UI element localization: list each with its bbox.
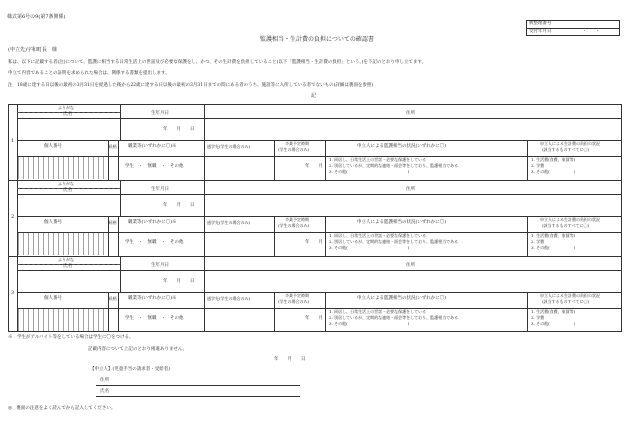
block-2-job-options: 学生 ・ 無職 ・ その他 <box>125 240 184 245</box>
block-3-col-3 <box>274 292 275 332</box>
receipt-date-dots: ・ ・ <box>582 29 600 34</box>
block-2-address-input[interactable] <box>207 195 619 215</box>
receipt-number-label: 被整理番号 <box>529 21 552 26</box>
block-2-col-birth <box>120 180 121 216</box>
block-1-zokugara-label: 続柄 <box>108 144 117 149</box>
applicant-address-line <box>96 385 300 386</box>
block-1-name-label: 氏名 <box>63 112 72 117</box>
block-1-care-header: 申立人による監護相当の状況(いずれかに〇) <box>357 144 447 149</box>
block-2-birth-label: 生年月日 <box>151 187 169 192</box>
block-3-address-label: 住所 <box>406 263 415 268</box>
block-3-school-header: 通学先(学生の場合のみ) <box>207 296 251 301</box>
block-2-living-1: 1. 生活費(食費、家賃等) <box>531 233 576 238</box>
block-2-address-label: 住所 <box>406 187 415 192</box>
block-1-job-options: 学生 ・ 無職 ・ その他 <box>125 164 184 169</box>
caution-note: ◎ 裏面の注意をよく読んでから記入してください。 <box>8 406 116 411</box>
block-2-col-address <box>204 180 205 216</box>
block-1-school-input[interactable] <box>205 157 273 179</box>
block-3-living-1: 1. 生活費(食費、家賃等) <box>531 309 576 314</box>
block-3-number: 3 <box>11 290 15 296</box>
block-1-col-4 <box>325 140 326 180</box>
receipt-date-label: 受付年月日 <box>529 29 552 34</box>
block-1-birth-label: 生年月日 <box>151 111 169 116</box>
block-2-name-input[interactable] <box>20 195 118 215</box>
block-2-care-header: 申立人による監護相当の状況(いずれかに〇) <box>357 220 447 225</box>
block-1-name-input[interactable] <box>20 119 118 139</box>
block-3-col-address <box>204 256 205 292</box>
block-2-school-input[interactable] <box>205 233 273 255</box>
proof-paragraph: 申立て内容であることの証明を求められた場合は、関係する書類を提出します。 <box>8 71 170 76</box>
block-1-col-1 <box>118 140 119 180</box>
block-2-grad-header-1: 卒業予定時期 <box>285 217 309 222</box>
block-1-furigana-label: ふりがな <box>58 105 74 110</box>
block-1-living-header-2: (該当するものすべてに〇) <box>542 147 590 152</box>
block-1-living-3: 3. その他( ) <box>531 169 576 174</box>
block-2-living-2: 2. 学費 <box>531 239 545 244</box>
block-3-name-input[interactable] <box>20 271 118 291</box>
block-3-kojin-label: 個人番号 <box>44 296 62 301</box>
block-2-col-3 <box>274 216 275 256</box>
block-1-school-header: 通学先(学生の場合のみ) <box>207 144 251 149</box>
block-1-care-1: 1. 同居し、日常生活上の世話・必要な保護をしている <box>329 157 427 162</box>
block-1-grad-header-1: 卒業予定時期 <box>285 141 309 146</box>
footer-declaration: 記載内容について上記のとおり相違ありません。 <box>88 347 188 352</box>
block-3-living-header-1: 申立人による生計費の負担の状況 <box>540 293 600 298</box>
block-3-job-options: 学生 ・ 無職 ・ その他 <box>125 316 184 321</box>
block-1-kojin-label: 個人番号 <box>44 144 62 149</box>
block-3-birth-ymd: 年 月 日 <box>163 279 195 284</box>
block-1-living-2: 2. 学費 <box>531 163 545 168</box>
document-title: 監護相当・生計費の負担についての確認書 <box>260 36 374 43</box>
block-2-col-4 <box>325 216 326 256</box>
block-3-living-2: 2. 学費 <box>531 315 545 320</box>
block-3-address-input[interactable] <box>207 271 619 291</box>
block-2-grad-ym: 年 月 <box>305 240 323 245</box>
block-1-job-header: 職業等(いずれかに〇)※ <box>128 144 177 149</box>
block-2-school-header: 通学先(学生の場合のみ) <box>207 220 251 225</box>
age-note: 注 18歳に達する日以後の最初の3月31日を経過した後から22歳に達する日以後の最初の3月31日までの間にある者のうち、施設等に入所している者でないもの(詳細は裏面を参照) <box>8 83 374 88</box>
block-2-zokugara-label: 続柄 <box>108 220 117 225</box>
block-2-separator <box>8 180 622 181</box>
block-1-birth-ymd: 年 月 日 <box>163 127 195 132</box>
student-note: ※ 学生がアルバイト等をしている場合は学生に〇をつける。 <box>8 335 134 340</box>
addressee: (申立先)宇和町長 様 <box>8 47 57 53</box>
block-3-furigana-label: ふりがな <box>58 257 74 262</box>
block-1-address-input[interactable] <box>207 119 619 139</box>
block-2-kojin-cells[interactable] <box>18 233 108 255</box>
block-1-address-label: 住所 <box>406 111 415 116</box>
block-3-col-4 <box>325 292 326 332</box>
declaration-paragraph: 私は、以下に記載する者(注)について、監護に相当する日常生活上の世話及び必要な保護をし、かつ、その生計費を負担していること(以下「監護相当・生計費の負担」という。)を下記のとおり申し立てます。 <box>8 60 427 65</box>
applicant-name-label: 氏名 <box>100 389 109 394</box>
block-3-school-input[interactable] <box>205 309 273 331</box>
block-2-col-1 <box>118 216 119 256</box>
block-1-living-1: 1. 生活費(食費、家賃等) <box>531 157 576 162</box>
block-2-zokugara-input[interactable] <box>109 233 118 255</box>
block-3-name-label: 氏名 <box>63 264 72 269</box>
block-2-name-label: 氏名 <box>63 188 72 193</box>
block-3-kojin-cells[interactable] <box>18 309 108 331</box>
block-2-living-header-2: (該当するものすべてに〇) <box>542 223 590 228</box>
block-1-number: 1 <box>11 138 15 144</box>
block-1-col-birth <box>120 104 121 140</box>
block-2-care-3: 3. その他( ) <box>329 245 410 250</box>
block-3-grad-ym: 年 月 <box>305 316 323 321</box>
block-2-col-5 <box>527 216 528 256</box>
block-2-grad-header-2: (学生の場合のみ) <box>278 223 310 228</box>
block-1-grad-header-2: (学生の場合のみ) <box>278 147 310 152</box>
block-2-number: 2 <box>11 214 15 220</box>
block-3-living-header-2: (該当するものすべてに〇) <box>542 299 590 304</box>
block-1-zokugara-input[interactable] <box>109 157 118 179</box>
footer-date: 年 月 日 <box>274 357 306 362</box>
block-1-grad-ym: 年 月 <box>305 164 323 169</box>
block-1-col-3 <box>274 140 275 180</box>
block-3-living-3: 3. その他( ) <box>531 321 576 326</box>
block-3-col-1 <box>118 292 119 332</box>
block-3-birth-label: 生年月日 <box>151 263 169 268</box>
number-column-divider <box>17 104 18 332</box>
block-3-zokugara-label: 続柄 <box>108 296 117 301</box>
applicant-label: 【申立人】(児童手当の請求者・受給者) <box>90 367 171 372</box>
block-3-care-2: 2. 別居しているが、定期的な連絡・面会等をしており、監護相当である <box>329 315 459 320</box>
block-3-care-header: 申立人による監護相当の状況(いずれかに〇) <box>357 296 447 301</box>
block-2-living-header-1: 申立人による生計費の負担の状況 <box>540 217 600 222</box>
block-3-grad-header-1: 卒業予定時期 <box>285 293 309 298</box>
block-2-care-1: 1. 同居し、日常生活上の世話・必要な保護をしている <box>329 233 427 238</box>
block-2-care-2: 2. 別居しているが、定期的な連絡・面会等をしており、監護相当である <box>329 239 459 244</box>
block-3-grad-header-2: (学生の場合のみ) <box>278 299 310 304</box>
block-3-col-5 <box>527 292 528 332</box>
block-3-care-1: 1. 同居し、日常生活上の世話・必要な保護をしている <box>329 309 427 314</box>
ki-heading: 記 <box>311 93 317 99</box>
block-2-birth-ymd: 年 月 日 <box>163 203 195 208</box>
block-3-job-header: 職業等(いずれかに〇)※ <box>128 296 177 301</box>
applicant-address-label: 住所 <box>100 378 109 383</box>
block-1-kojin-cells[interactable] <box>18 157 108 179</box>
block-3-col-birth <box>120 256 121 292</box>
block-1-col-5 <box>527 140 528 180</box>
block-2-living-3: 3. その他( ) <box>531 245 576 250</box>
block-3-care-3: 3. その他( ) <box>329 321 410 326</box>
block-2-furigana-label: ふりがな <box>58 181 74 186</box>
block-2-job-header: 職業等(いずれかに〇)※ <box>128 220 177 225</box>
block-3-zokugara-input[interactable] <box>109 309 118 331</box>
applicant-name-line <box>96 396 300 397</box>
block-1-care-3: 3. その他( ) <box>329 169 410 174</box>
block-1-col-address <box>204 104 205 140</box>
block-3-separator <box>8 256 622 257</box>
block-2-kojin-label: 個人番号 <box>44 220 62 225</box>
block-1-living-header-1: 申立人による生計費の負担の状況 <box>540 141 600 146</box>
block-1-care-2: 2. 別居しているが、定期的な連絡・面会等をしており、監護相当である <box>329 163 459 168</box>
form-number: 様式第6号の9(第7条関係) <box>7 14 66 20</box>
